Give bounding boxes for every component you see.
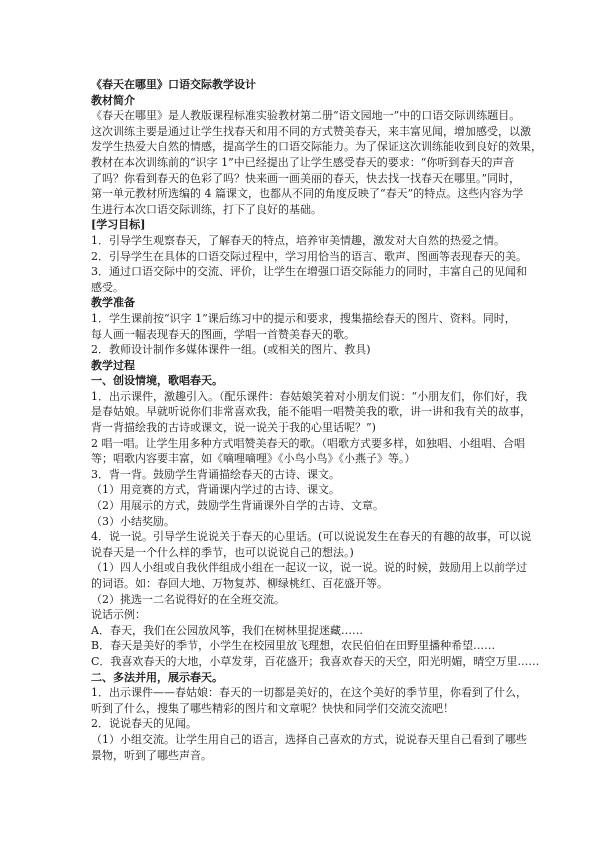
part2-line: （1）小组交流。让学生用自己的语言，选择自己喜欢的方式，说说春天里自己看到了哪些 bbox=[91, 732, 527, 746]
part1-heading: 一、创设情境，歌唱春天。 bbox=[91, 374, 223, 388]
prep-heading: 教学准备 bbox=[91, 296, 135, 310]
goals-line: 感受。 bbox=[91, 280, 124, 294]
part1-line: （2）用展示的方式，鼓励学生背诵课外自学的古诗、文章。 bbox=[91, 499, 384, 513]
part1-line: （1）用竞赛的方式，背诵课内学过的古诗、课文。 bbox=[91, 483, 340, 497]
intro-line: 生进行本次口语交际训练，打下了良好的基础。 bbox=[91, 202, 322, 216]
part1-line: C．我喜欢春天的大地，小草发芽，百花盛开；我喜欢春天的天空，阳光明媚，晴空万里…… bbox=[91, 654, 540, 668]
part1-line: 背一背描绘我的古诗或课文，说一说关于我的心里话呢？”) bbox=[91, 421, 376, 435]
goals-line: 2．引导学生在具体的口语交际过程中，学习用恰当的语言、歌声、图画等表现春天的美。 bbox=[91, 249, 527, 263]
part1-line: 3．背一背。鼓励学生背诵描绘春天的古诗、课文。 bbox=[91, 467, 340, 481]
process-heading: 教学过程 bbox=[91, 358, 135, 372]
intro-line: 了吗？你看到春天的色彩了吗？快来画一画美丽的春天，快去找一找春天在哪里。”同时， bbox=[91, 171, 521, 185]
document-title: 《春天在哪里》口语交际教学设计 bbox=[91, 78, 256, 91]
goals-line: 3．通过口语交际中的交流、评价，让学生在增强口语交际能力的同时，丰富自己的见闻和 bbox=[91, 265, 527, 279]
part1-line: 说春天是一个什么样的季节，也可以说说自己的想法。) bbox=[91, 545, 354, 559]
part1-line: 1．出示课件，激趣引入。（配乐课件：春姑娘笑着对小朋友们说：“小朋友们，你们好，我 bbox=[91, 389, 528, 403]
intro-heading: 教材简介 bbox=[91, 93, 135, 107]
part1-line: （3）小结奖励。 bbox=[91, 514, 175, 528]
part1-line: 2 唱一唱。让学生用多种方式唱赞美春天的歌。（唱歌方式要多样，如独唱、小组唱、合唱 bbox=[91, 436, 525, 450]
part2-line: 1．出示课件——春姑娘：春天的一切都是美好的，在这个美好的季节里，你看到了什么， bbox=[91, 686, 527, 700]
part2-line: 2．说说春天的见闻。 bbox=[91, 717, 197, 731]
part1-line: 4．说一说。引导学生说说关于春天的心里话。(可以说说发生在春天的有趣的故事，可以说 bbox=[91, 530, 532, 544]
document-page bbox=[91, 77, 542, 763]
part1-line: 说话示例： bbox=[91, 608, 146, 622]
intro-line: 教材在本次训练前的“识字 1”中已经提出了让学生感受春天的要求：“你听到春天的声音 bbox=[91, 155, 515, 169]
prep-line: 1．学生课前按“识字 1”课后练习中的提示和要求，搜集描绘春天的图片、资料。同时， bbox=[91, 311, 516, 325]
intro-line: 《春天在哪里》是人教版课程标准实验教材第二册“语文园地一”中的口语交际训练题目。 bbox=[91, 109, 521, 123]
part1-line: B．春天是美好的季节，小学生在校园里放飞理想，农民伯伯在田野里播种希望…… bbox=[91, 639, 496, 653]
part2-line: 景物，听到了哪些声音。 bbox=[91, 748, 212, 762]
goals-line: 1．引导学生观察春天，了解春天的特点，培养审美情趣，激发对大自然的热爱之情。 bbox=[91, 233, 505, 247]
prep-line: 每人画一幅表现春天的图画，学唱一首赞美春天的歌。 bbox=[91, 327, 355, 341]
part2-heading: 二、多法并用，展示春天。 bbox=[91, 670, 223, 684]
part1-line: 等；唱歌内容要丰富，如《嘀哩嘀哩》《小鸟小鸟》《小燕子》等。） bbox=[91, 452, 416, 466]
part1-line: （1）四人小组或自我伙伴组成小组在一起议一议，说一说。说的时候，鼓励用上以前学过 bbox=[91, 561, 527, 575]
part1-line: （2）挑选一二名说得好的在全班交流。 bbox=[91, 592, 285, 606]
intro-line: 第一单元教材所选编的 4 篇课文，也都从不同的角度反映了“春天”的特点。这些内容为学 bbox=[91, 187, 524, 201]
goals-heading: [学习目标] bbox=[91, 218, 146, 232]
part1-line: 是春姑娘。早就听说你们非常喜欢我，能不能唱一唱赞美我的歌，讲一讲和我有关的故事， bbox=[91, 405, 531, 419]
prep-line: 2．教师设计制作多媒体课件一组。(或相关的图片、教具) bbox=[91, 343, 371, 357]
intro-line: 这次训练主要是通过让学生找春天和用不同的方式赞美春天，来丰富见闻，增加感受，以激 bbox=[91, 124, 531, 138]
part1-line: 的词语。如：春回大地、万物复苏、柳绿桃红、百花盛开等。 bbox=[91, 577, 388, 590]
intro-line: 发学生热爱大自然的情感，提高学生的口语交际能力。为了保证这次训练能收到良好的效果， bbox=[91, 140, 542, 154]
part1-line: A．春天，我们在公园放风筝，我们在树林里捉迷藏…… bbox=[91, 623, 363, 637]
part2-line: 听到了什么，搜集了哪些精彩的图片和文章呢？快快和同学们交流交流吧！ bbox=[91, 701, 454, 715]
